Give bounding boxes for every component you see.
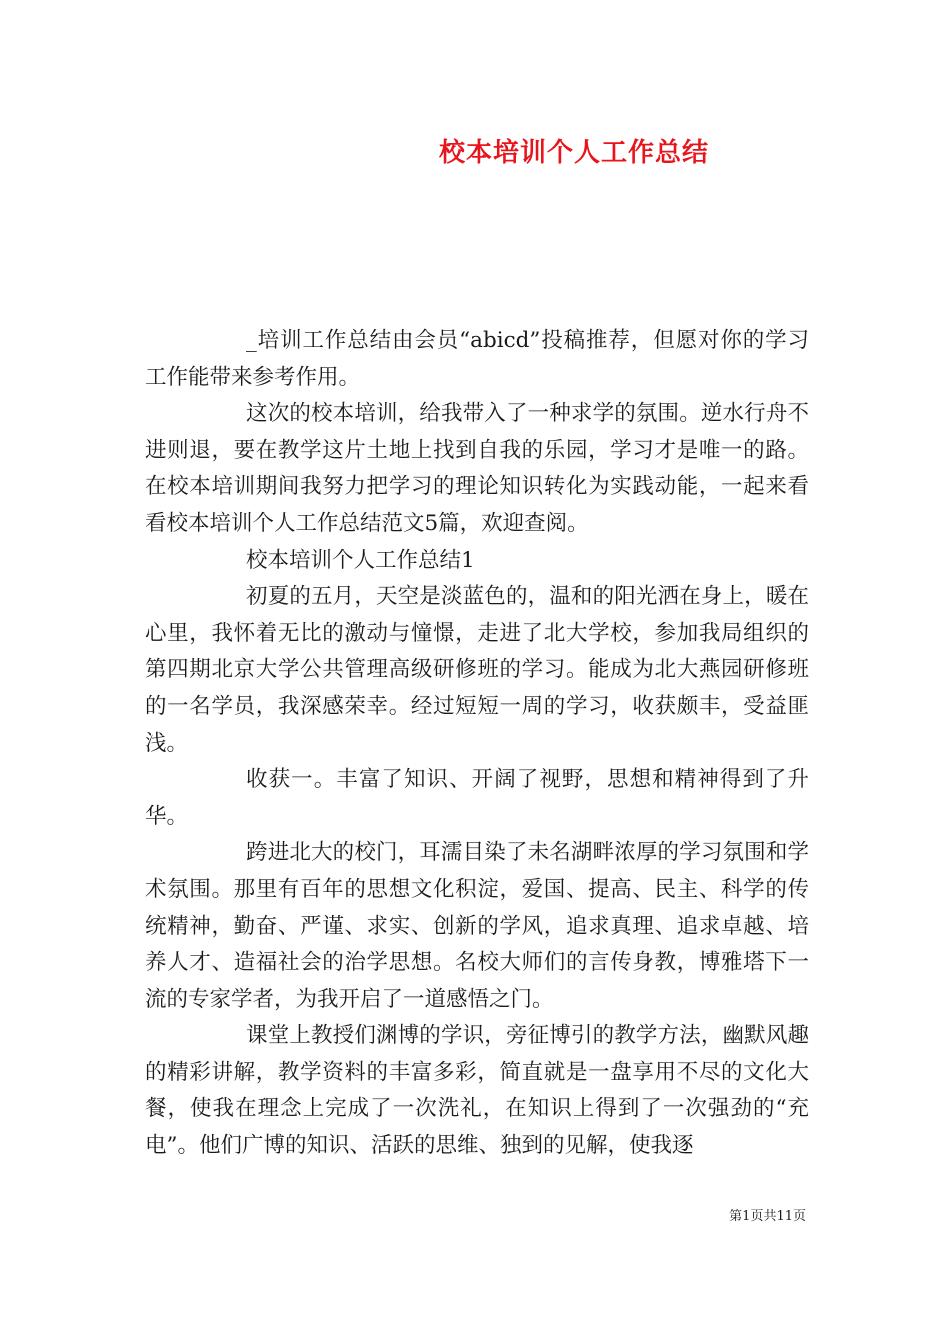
body-paragraph: 跨进北大的校门，耳濡目染了未名湖畔浓厚的学习氛围和学术氛围。那里有百年的思想文化积淀，爱国、提高、民主、科学的传统精神，勤奋、严谨、求实、创新的学风，追求真理、追求卓越、培养人才、造福社会的治学思想。名校大师们的言传身教，博雅塔下一流的专家学者，为我开启了一道感悟之门。 [145,840,809,1012]
body-paragraph: 课堂上教授们渊博的学识，旁征博引的教学方法，幽默风趣的精彩讲解，教学资料的丰富多彩，简直就是一盘享用不尽的文化大餐，使我在理念上完成了一次洗礼，在知识上得到了一次强劲的“充电”。他们广博的知识、活跃的思维、独到的见解，使我逐 [145,1023,809,1159]
section-heading: 校本培训个人工作总结1 [246,547,475,573]
page-number-footer: 第1页共11页 [729,1209,806,1224]
intro-paragraph: _培训工作总结由会员“abicd”投稿推荐，但愿对你的学习工作能带来参考作用。 [145,328,809,390]
body-paragraph: 收获一。丰富了知识、开阔了视野，思想和精神得到了升华。 [145,767,809,829]
body-paragraph: 这次的校本培训，给我带入了一种求学的氛围。逆水行舟不进则退，要在教学这片土地上找到自我的乐园，学习才是唯一的路。在校本培训期间我努力把学习的理论知识转化为实践动能，一起来看看校本培训个人工作总结范文5篇，欢迎查阅。 [145,401,809,536]
document-title: 校本培训个人工作总结 [438,138,709,168]
document-body [145,323,809,1165]
body-paragraph: 初夏的五月，天空是淡蓝色的，温和的阳光洒在身上，暖在心里，我怀着无比的激动与憧憬，走进了北大学校，参加我局组织的第四期北京大学公共管理高级研修班的学习。能成为北大燕园研修班的一名学员，我深感荣幸。经过短短一周的学习，收获颇丰，受益匪浅。 [145,584,809,756]
